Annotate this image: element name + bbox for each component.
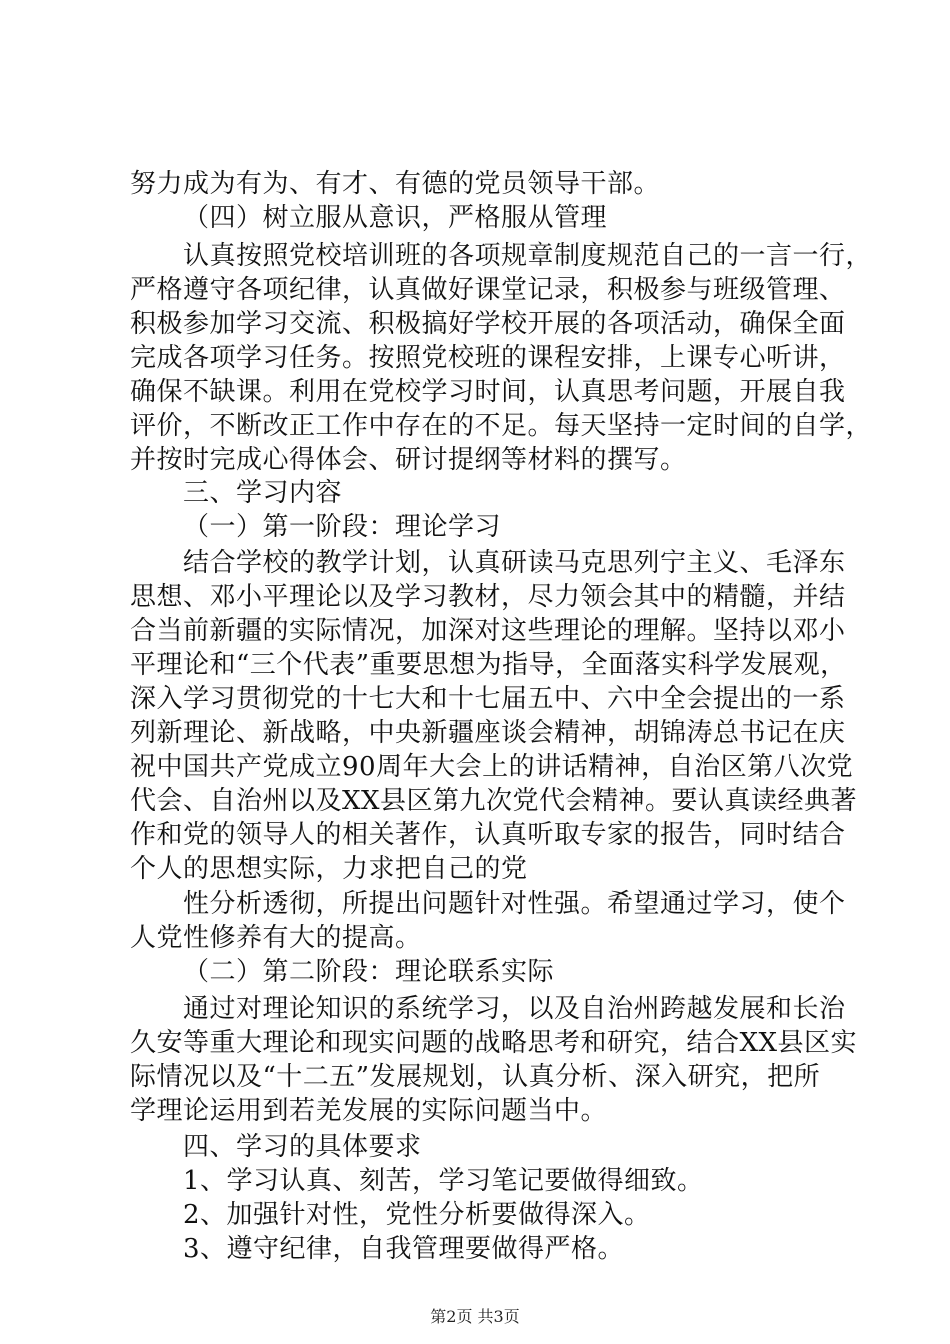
paragraph-line: 代会、自治州以及XX县区第九次党代会精神。要认真读经典著 [130, 786, 858, 816]
section-heading: （一）第一阶段：理论学习 [183, 512, 502, 542]
paragraph-line: 严格遵守各项纪律，认真做好课堂记录，积极参与班级管理、 [130, 275, 846, 305]
paragraph-line: 作和党的领导人的相关著作，认真听取专家的报告，同时结合 [130, 820, 846, 850]
paragraph-line: 积极参加学习交流、积极搞好学校开展的各项活动，确保全面 [130, 309, 846, 339]
paragraph-line: 并按时完成心得体会、研讨提纲等材料的撰写。 [130, 445, 687, 475]
section-heading: 四、学习的具体要求 [183, 1132, 422, 1162]
list-item: 2、加强针对性，党性分析要做得深入。 [183, 1200, 651, 1230]
paragraph-line: 思想、邓小平理论以及学习教材，尽力领会其中的精髓，并结 [130, 582, 846, 612]
paragraph-line: 通过对理论知识的系统学习，以及自治州跨越发展和长治 [183, 994, 846, 1024]
paragraph-line: 结合学校的教学计划，认真研读马克思列宁主义、毛泽东 [183, 548, 846, 578]
paragraph-line: 久安等重大理论和现实问题的战略思考和研究，结合XX县区实 [130, 1028, 858, 1058]
paragraph-line: 认真按照党校培训班的各项规章制度规范自己的一言一行， [183, 241, 873, 271]
paragraph-line: 个人的思想实际，力求把自己的党 [130, 854, 528, 884]
paragraph-line: 合当前新疆的实际情况，加深对这些理论的理解。坚持以邓小 [130, 616, 846, 646]
paragraph-line: 评价，不断改正工作中存在的不足。每天坚持一定时间的自学， [130, 411, 873, 441]
section-heading: 三、学习内容 [183, 478, 343, 508]
paragraph-line: 性分析透彻，所提出问题针对性强。希望通过学习，使个 [183, 889, 846, 919]
paragraph-line: 确保不缺课。利用在党校学习时间，认真思考问题，开展自我 [130, 377, 846, 407]
paragraph-line: 完成各项学习任务。按照党校班的课程安排，上课专心听讲， [130, 343, 846, 373]
paragraph-line: 际情况以及“十二五”发展规划，认真分析、深入研究，把所 [130, 1062, 821, 1092]
list-item: 1、学习认真、刻苦，学习笔记要做得细致。 [183, 1166, 704, 1196]
page-number: 第2页 共3页 [430, 1307, 520, 1326]
paragraph-line: 深入学习贯彻党的十七大和十七届五中、六中全会提出的一系 [130, 684, 846, 714]
paragraph-line: 祝中国共产党成立90周年大会上的讲话精神，自治区第八次党 [130, 752, 854, 782]
paragraph-line: 努力成为有为、有才、有德的党员领导干部。 [130, 169, 661, 199]
section-heading: （四）树立服从意识，严格服从管理 [183, 203, 608, 233]
paragraph-line: 平理论和“三个代表”重要思想为指导，全面落实科学发展观， [130, 650, 847, 680]
paragraph-line: 学理论运用到若羌发展的实际问题当中。 [130, 1096, 608, 1126]
section-heading: （二）第二阶段：理论联系实际 [183, 957, 555, 987]
list-item: 3、遵守纪律，自我管理要做得严格。 [183, 1234, 625, 1264]
paragraph-line: 列新理论、新战略，中央新疆座谈会精神，胡锦涛总书记在庆 [130, 718, 846, 748]
paragraph-line: 人党性修养有大的提高。 [130, 923, 422, 953]
